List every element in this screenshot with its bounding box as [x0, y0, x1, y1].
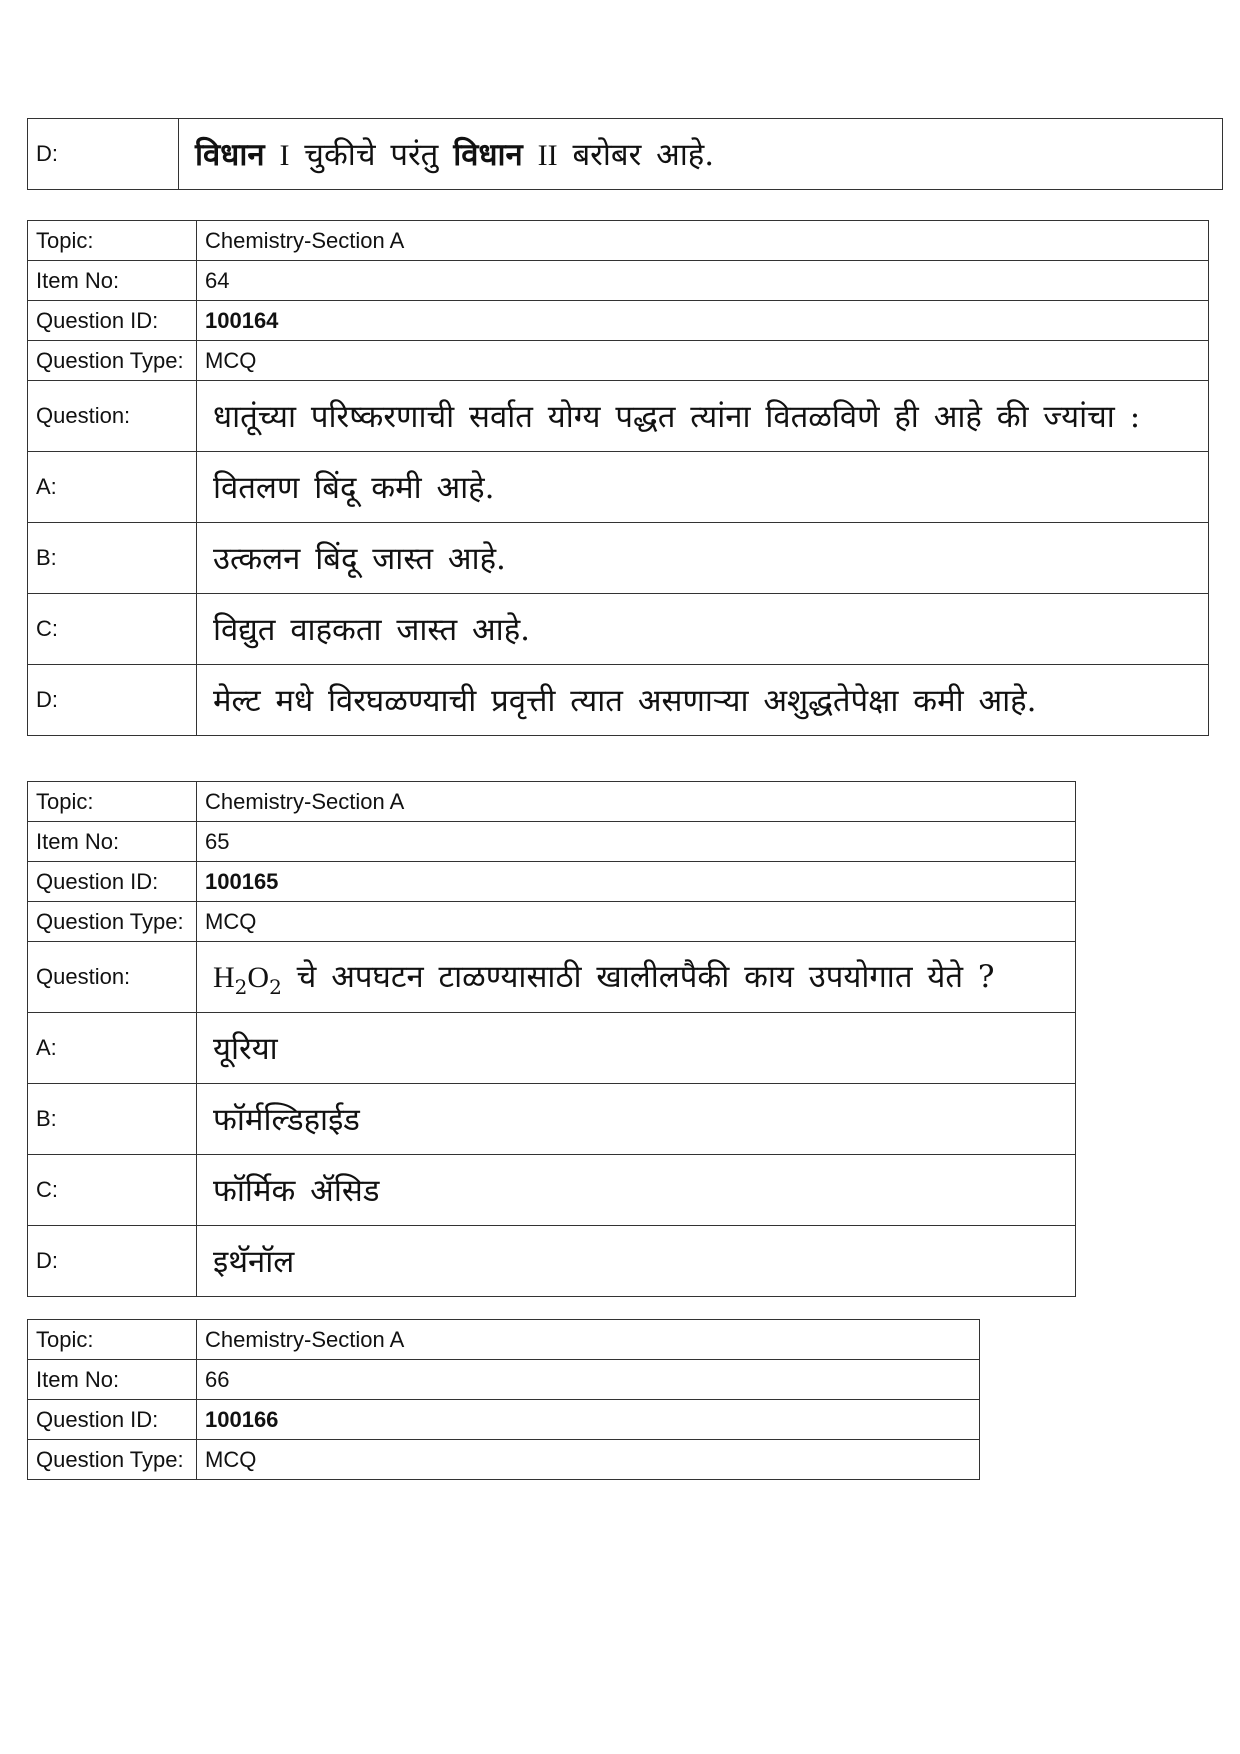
option-row-d: [28, 1226, 1076, 1297]
topic-value: Chemistry-Section A: [197, 782, 1076, 822]
question-text: धातूंच्या परिष्करणाची सर्वात योग्य पद्धत त्यांना वितळविणे ही आहे की ज्यांचा :: [197, 381, 1209, 452]
question-type-value: MCQ: [197, 1440, 980, 1480]
option-row-a: [28, 1013, 1076, 1084]
option-label: C:: [28, 1155, 197, 1226]
carry-over-option-table: [27, 118, 1223, 190]
topic-label: Topic:: [28, 782, 197, 822]
topic-value: Chemistry-Section A: [197, 1320, 980, 1360]
question-id-label: Question ID:: [28, 862, 197, 902]
item-no-row: [28, 261, 1209, 301]
question-id-label: Question ID:: [28, 1400, 197, 1440]
roman-numeral: I: [279, 139, 290, 172]
question-id-row: [28, 862, 1076, 902]
option-label: D:: [28, 1226, 197, 1297]
question-type-row: [28, 341, 1209, 381]
option-label: B:: [28, 523, 197, 594]
question-row: [28, 942, 1076, 1013]
option-text: मेल्ट मधे विरघळण्याची प्रवृत्ती त्यात असणाऱ्या अशुद्धतेपेक्षा कमी आहे.: [197, 665, 1209, 736]
question-label: Question:: [28, 942, 197, 1013]
option-row-b: [28, 1084, 1076, 1155]
item-no-value: 66: [197, 1360, 980, 1400]
item-no-label: Item No:: [28, 1360, 197, 1400]
question-type-value: MCQ: [197, 341, 1209, 381]
question-type-row: [28, 1440, 980, 1480]
statement-text: चुकीचे परंतु: [304, 137, 439, 173]
option-row-c: [28, 594, 1209, 665]
option-label: B:: [28, 1084, 197, 1155]
question-type-label: Question Type:: [28, 902, 197, 942]
option-label: D:: [28, 665, 197, 736]
topic-row: [28, 782, 1076, 822]
topic-row: [28, 221, 1209, 261]
item-no-value: 65: [197, 822, 1076, 862]
question-table-64: [27, 220, 1209, 736]
option-label: A:: [28, 452, 197, 523]
option-row-b: [28, 523, 1209, 594]
option-text: इथॅनॉल: [197, 1226, 1076, 1297]
question-label: Question:: [28, 381, 197, 452]
question-id-value: 100165: [197, 862, 1076, 902]
question-type-row: [28, 902, 1076, 942]
item-no-row: [28, 822, 1076, 862]
option-text: यूरिया: [197, 1013, 1076, 1084]
option-text: विद्युत वाहकता जास्त आहे.: [197, 594, 1209, 665]
item-no-value: 64: [197, 261, 1209, 301]
statement-word: विधान: [195, 137, 265, 173]
question-table-66: [27, 1319, 980, 1480]
question-id-value: 100166: [197, 1400, 980, 1440]
question-id-value: 100164: [197, 301, 1209, 341]
item-no-label: Item No:: [28, 822, 197, 862]
question-text: [197, 942, 1076, 1013]
option-row-d: [28, 665, 1209, 736]
subscript: 2: [269, 975, 282, 1000]
question-rest: चे अपघटन टाळण्यासाठी खालीलपैकी काय उपयोगात येते ?: [296, 958, 995, 995]
option-label: A:: [28, 1013, 197, 1084]
subscript: 2: [234, 975, 248, 1000]
topic-label: Topic:: [28, 221, 197, 261]
formula-o: O: [247, 960, 270, 994]
statement-text: बरोबर आहे.: [572, 137, 715, 173]
option-row-a: [28, 452, 1209, 523]
option-text: फॉर्मिक ॲसिड: [197, 1155, 1076, 1226]
topic-label: Topic:: [28, 1320, 197, 1360]
option-text: फॉर्मल्डिहाईड: [197, 1084, 1076, 1155]
statement-word: विधान: [453, 137, 523, 173]
formula-h: H: [213, 960, 235, 994]
option-label: D:: [28, 119, 179, 190]
option-row-d: [28, 119, 1223, 190]
question-type-label: Question Type:: [28, 341, 197, 381]
question-type-label: Question Type:: [28, 1440, 197, 1480]
question-table-65: [27, 781, 1076, 1297]
option-row-c: [28, 1155, 1076, 1226]
question-id-row: [28, 1400, 980, 1440]
option-label: C:: [28, 594, 197, 665]
roman-numeral: II: [537, 139, 558, 172]
question-id-label: Question ID:: [28, 301, 197, 341]
option-text: उत्कलन बिंदू जास्त आहे.: [197, 523, 1209, 594]
question-type-value: MCQ: [197, 902, 1076, 942]
question-id-row: [28, 301, 1209, 341]
option-text: वितलण बिंदू कमी आहे.: [197, 452, 1209, 523]
option-text: [179, 119, 1223, 190]
item-no-label: Item No:: [28, 261, 197, 301]
topic-row: [28, 1320, 980, 1360]
question-row: [28, 381, 1209, 452]
item-no-row: [28, 1360, 980, 1400]
topic-value: Chemistry-Section A: [197, 221, 1209, 261]
